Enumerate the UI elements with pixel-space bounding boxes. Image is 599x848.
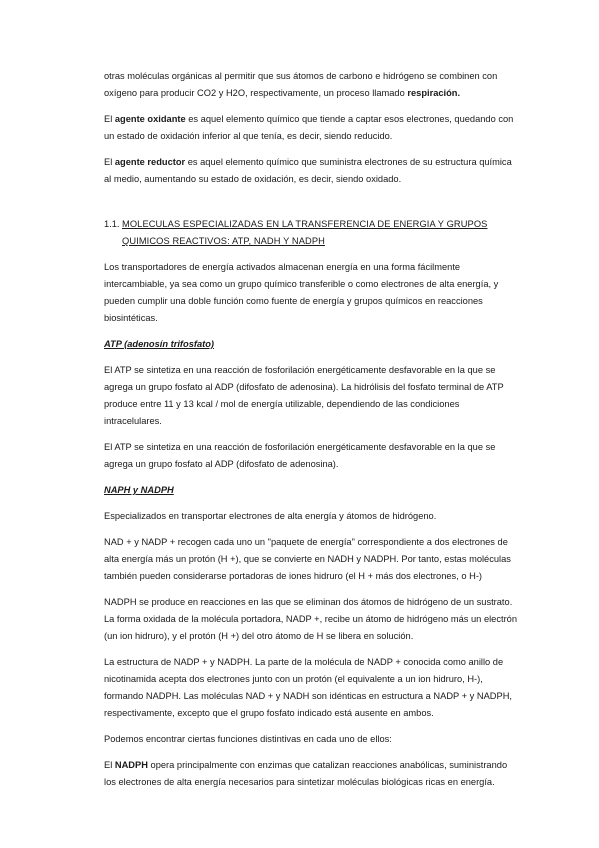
term-respiration: respiración.	[407, 88, 461, 98]
section-number: 1.1.	[104, 219, 120, 229]
paragraph-naph-4: La estructura de NADP + y NADPH. La parte de la molécula de NADP + conocida como anillo de nicotinamida acepta dos electrones junto con un protón (el equivalente a un ion hidruro, H-), formando NADPH. Las moléculas NAD + y NADH son idénticas en estructura a NADP + y NADPH, respectivamente, excepto que el grupo fosfato indicado está ausente en ambos.	[104, 657, 513, 718]
section-heading	[104, 216, 517, 250]
paragraph-text: El	[104, 157, 113, 167]
paragraph-atp-2: El ATP se sintetiza en una reacción de fosforilación energéticamente desfavorable en la que se agrega un grupo fosfato al ADP (difosfato de adenosina).	[104, 442, 496, 469]
paragraph-text: otras moléculas orgánicas al permitir que sus átomos de carbono e hidrógeno se combinen con oxígeno para producir CO2 y H2O, respectivamente, un proceso llamado	[104, 71, 498, 98]
paragraph-transporters: Los transportadores de energía activados almacenan energía en una forma fácilmente intercambiable, ya sea como un grupo químico transferible o como electrones de alta energía, y pueden cumplir una doble función como fuente de energía y grupos químicos en reacciones biosintéticas.	[104, 262, 499, 323]
paragraph-reducing-agent	[104, 154, 517, 188]
paragraph-text: opera principalmente con enzimas que catalizan reacciones anabólicas, suministrando los electrones de alta energía necesarios para sintetizar moléculas biológicas ricas en energía.	[104, 760, 508, 787]
paragraph-text: es aquel elemento químico que suministra electrones de su estructura química al medio, aumentando su estado de oxidación, es decir, siendo oxidado.	[104, 157, 512, 184]
paragraph-text: es aquel elemento químico que tiende a captar esos electrones, quedando con un estado de oxidación inferior al que tenía, es decir, siendo reducido.	[104, 114, 514, 141]
heading-atp: ATP (adenosín trifosfato)	[104, 339, 215, 349]
term-nadph: NADPH	[114, 760, 148, 770]
paragraph-naph-5: Podemos encontrar ciertas funciones distintivas en cada uno de ellos:	[104, 734, 392, 744]
paragraph-naph-1: Especializados en transportar electrones de alta energía y átomos de hidrógeno.	[104, 511, 437, 521]
term-oxidizing-agent: agente oxidante	[114, 114, 186, 124]
section-title: MOLECULAS ESPECIALIZADAS EN LA TRANSFERENCIA DE ENERGIA Y GRUPOS QUIMICOS REACTIVOS: ATP, NADH Y NADPH	[122, 219, 488, 246]
term-reducing-agent: agente reductor	[114, 157, 186, 167]
paragraph-naph-3: NADPH se produce en reacciones en las que se eliminan dos átomos de hidrógeno de un sustrato. La forma oxidada de la molécula portadora, NADP +, recibe un átomo de hidrógeno más un electrón (un ion hidruro), y el protón (H +) del otro átomo de H se libera en solución.	[104, 597, 518, 641]
paragraph-atp-1: El ATP se sintetiza en una reacción de fosforilación energéticamente desfavorable en la que se agrega un grupo fosfato al ADP (difosfato de adenosina). La hidrólisis del fosfato terminal de ATP produce entre 11 y 13 kcal / mol de energía utilizable, dependiendo de las condiciones intracelulares.	[104, 365, 504, 426]
paragraph-nadph-function	[104, 757, 517, 791]
heading-naph: NAPH y NADPH	[104, 485, 174, 495]
paragraph-text: El	[104, 114, 113, 124]
paragraph-respiration	[104, 68, 517, 102]
paragraph-text: El	[104, 760, 113, 770]
paragraph-naph-2: NAD + y NADP + recogen cada uno un "paquete de energía" correspondiente a dos electrones de alta energía más un protón (H +), que se convierte en NADH y NADPH. Por tanto, estas moléculas también pueden considerarse portadoras de iones hidruro (el H + más dos electrones, o H-)	[104, 537, 511, 581]
paragraph-oxidizing-agent	[104, 111, 517, 145]
